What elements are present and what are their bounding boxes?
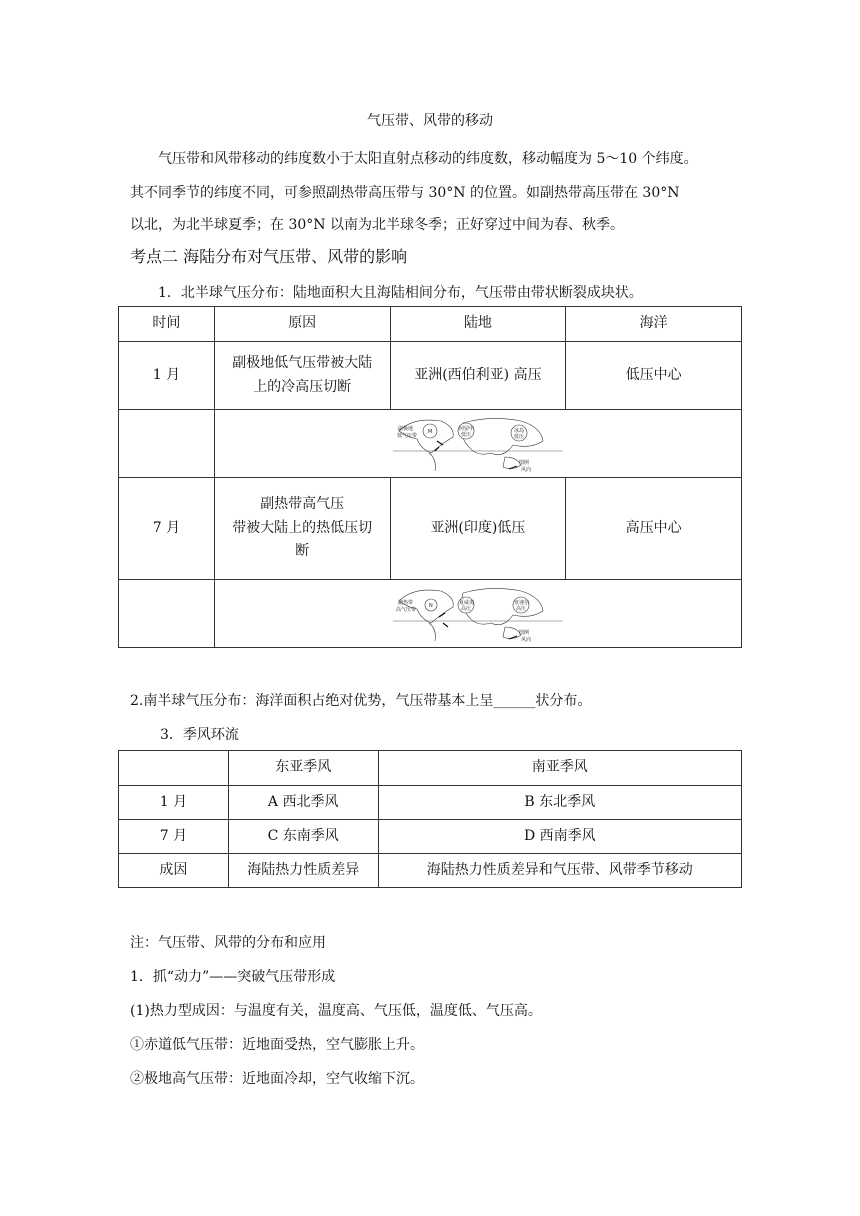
table-row bbox=[119, 786, 742, 820]
map-label: N bbox=[428, 602, 433, 609]
header-sea: 海洋 bbox=[566, 307, 742, 342]
cell-label: 7 月 bbox=[119, 820, 229, 854]
cell-label: 1 月 bbox=[119, 786, 229, 820]
intro-line-1: 气压带和风带移动的纬度数小于太阳直射点移动的纬度数，移动幅度为 5～10 个纬度。 bbox=[158, 151, 698, 167]
reason-line: 断 bbox=[295, 543, 310, 560]
cell-land: 亚洲(西伯利亚) 高压 bbox=[390, 342, 566, 410]
cell-time: 1 月 bbox=[119, 342, 215, 410]
reason-line: 上的冷高压切断 bbox=[253, 378, 352, 395]
map-legend: 图例 bbox=[518, 629, 529, 636]
header-south-asia: 南亚季风 bbox=[378, 751, 741, 786]
cell-south-asia: 海陆热力性质差异和气压带、风带季节移动 bbox=[378, 854, 741, 888]
cell-label: 成因 bbox=[119, 854, 229, 888]
note-line-3: ①赤道低气压带：近地面受热，空气膨胀上升。 bbox=[130, 1037, 424, 1053]
map-label: 低气压带 bbox=[396, 432, 417, 439]
cell-map bbox=[214, 580, 741, 648]
cell-land: 亚洲(印度)低压 bbox=[390, 478, 566, 580]
header-land: 陆地 bbox=[390, 307, 566, 342]
header-east-asia: 东亚季风 bbox=[228, 751, 378, 786]
page-title: 气压带、风带的移动 bbox=[367, 113, 493, 129]
reason-line: 带被大陆上的热低压切 bbox=[232, 519, 373, 536]
header-time: 时间 bbox=[119, 307, 215, 342]
cell-south-asia: B 东北季风 bbox=[378, 786, 741, 820]
item-2: 2.南半球气压分布：海洋面积占绝对优势，气压带基本上呈______状分布。 bbox=[130, 693, 592, 709]
map-label: 亚速尔 bbox=[513, 599, 529, 606]
map-legend: 图例 bbox=[518, 459, 529, 466]
table-row-july bbox=[119, 478, 742, 580]
cell-reason bbox=[214, 342, 390, 410]
reason-line: 副极地低气压带被大陆 bbox=[232, 354, 373, 371]
cell-east-asia: 海陆热力性质差异 bbox=[228, 854, 378, 888]
cell-time: 7 月 bbox=[119, 478, 215, 580]
table-row-january-map bbox=[119, 410, 742, 478]
table-header-row bbox=[119, 307, 742, 342]
reason-line: 副热带高气压 bbox=[260, 495, 345, 512]
cell-empty bbox=[119, 580, 215, 648]
section-heading: 考点二 海陆分布对气压带、风带的影响 bbox=[130, 247, 408, 266]
july-pressure-map bbox=[393, 583, 563, 645]
header-reason: 原因 bbox=[214, 307, 390, 342]
table-row bbox=[119, 820, 742, 854]
cell-map bbox=[214, 410, 741, 478]
intro-line-3: 以北，为北半球夏季；在 30°N 以南为北半球冬季；正好穿过中间为春、秋季。 bbox=[130, 217, 624, 233]
cell-sea: 低压中心 bbox=[566, 342, 742, 410]
map-label: 副极地 bbox=[397, 425, 413, 432]
cell-east-asia: C 东南季风 bbox=[228, 820, 378, 854]
pressure-table bbox=[118, 306, 742, 648]
cell-sea: 高压中心 bbox=[566, 478, 742, 580]
map-label: M bbox=[427, 428, 433, 435]
january-pressure-map bbox=[393, 413, 563, 475]
note-line-2: (1)热力型成因：与温度有关，温度高、气压低，温度低、气压高。 bbox=[130, 1003, 542, 1019]
note-line-4: ②极地高气压带：近地面冷却，空气收缩下沉。 bbox=[130, 1071, 424, 1087]
map-label: 冰岛 bbox=[513, 427, 524, 434]
table-row-july-map bbox=[119, 580, 742, 648]
intro-line-2: 其不同季节的纬度不同，可参照副热带高压带与 30°N 的位置。如副热带高压带在 30°N bbox=[130, 185, 680, 201]
map-label: 高压 bbox=[515, 605, 526, 612]
cell-reason bbox=[214, 478, 390, 580]
header-empty bbox=[119, 751, 229, 786]
monsoon-table bbox=[118, 750, 742, 888]
table-header-row bbox=[119, 751, 742, 786]
note-line-1: 1．抓“动力”——突破气压带形成 bbox=[130, 969, 336, 985]
map-label: 高压 bbox=[460, 605, 471, 612]
item-1: 1．北半球气压分布：陆地面积大且海陆相间分布，气压带由带状断裂成块状。 bbox=[158, 285, 643, 301]
map-legend: 风向 bbox=[520, 466, 531, 473]
map-label: 阿留申 bbox=[458, 425, 474, 432]
map-legend: 风向 bbox=[520, 636, 531, 643]
table-row-january bbox=[119, 342, 742, 410]
map-label: 高气压带 bbox=[395, 606, 416, 613]
cell-empty bbox=[119, 410, 215, 478]
table-row bbox=[119, 854, 742, 888]
cell-south-asia: D 西南季风 bbox=[378, 820, 741, 854]
item-3: 3．季风环流 bbox=[160, 727, 239, 743]
cell-east-asia: A 西北季风 bbox=[228, 786, 378, 820]
map-label: 副热带 bbox=[397, 599, 413, 606]
map-label: 夏威夷 bbox=[458, 599, 474, 606]
note-title: 注：气压带、风带的分布和应用 bbox=[130, 935, 326, 951]
map-label: 低压 bbox=[460, 431, 471, 438]
map-label: 低压 bbox=[513, 433, 524, 440]
